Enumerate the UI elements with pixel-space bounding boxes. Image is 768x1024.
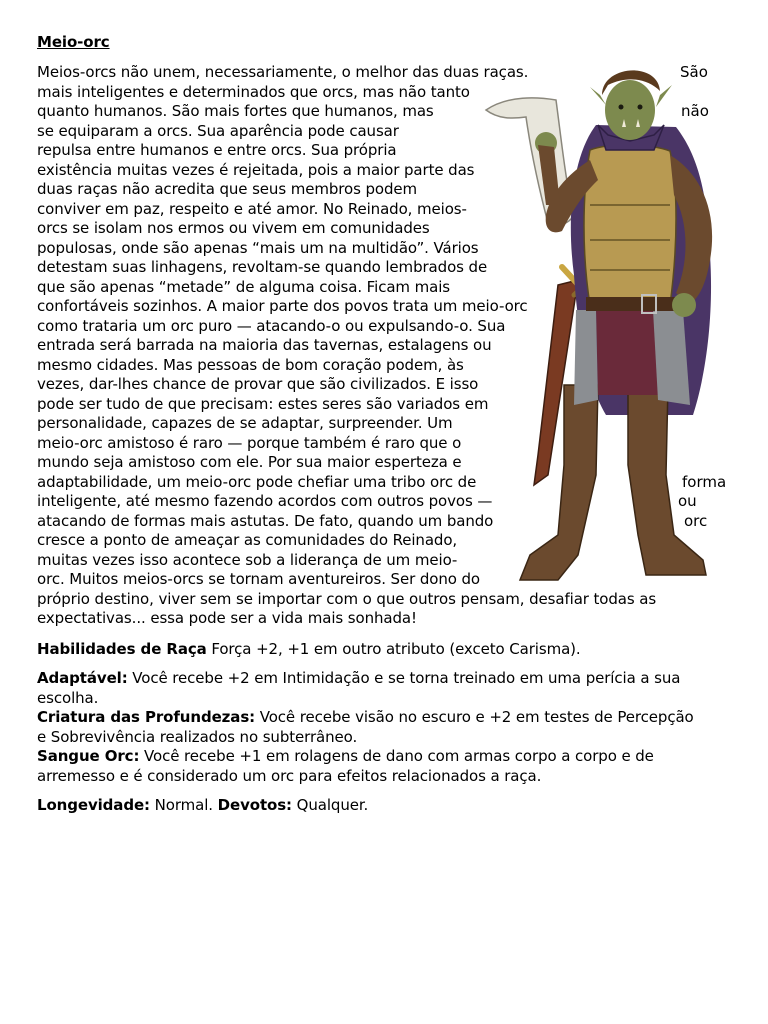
intro-line: repulsa entre humanos e entre orcs. Sua própria bbox=[37, 141, 397, 159]
longevidade-line bbox=[37, 796, 368, 816]
wrap-word: orc bbox=[684, 511, 708, 530]
longevidade-label: Longevidade: bbox=[37, 796, 150, 814]
wrap-word: São bbox=[680, 63, 708, 81]
longevidade-value: Normal. bbox=[149, 796, 218, 814]
intro-line: duas raças não acredita que seus membros podem bbox=[37, 180, 418, 198]
intro-line: muitas vezes isso acontece sob a liderança de um meio- bbox=[37, 550, 458, 569]
intro-line: como trataria um orc puro — atacando-o ou expulsando-o. Sua bbox=[37, 316, 506, 335]
sangue-orc-line bbox=[37, 747, 654, 767]
intro-line: próprio destino, viver sem se importar com o que outros pensam, desafiar todas as bbox=[37, 589, 657, 608]
intro-line: cresce a ponto de ameaçar as comunidades do Reinado, bbox=[37, 531, 458, 549]
intro-line: inteligente, até mesmo fazendo acordos com outros povos — bbox=[37, 492, 493, 510]
intro-line: pode ser tudo de que precisam: estes seres são variados em bbox=[37, 394, 489, 413]
intro-line: orc. Muitos meios-orcs se tornam aventureiros. Ser dono do bbox=[37, 570, 480, 588]
wrap-word: forma bbox=[682, 472, 727, 491]
intro-line: populosas, onde são apenas “mais um na multidão”. Vários bbox=[37, 238, 479, 257]
intro-line: conviver em paz, respeito e até amor. No Reinado, meios- bbox=[37, 199, 467, 218]
section-heading: Meio-orc bbox=[37, 33, 110, 51]
intro-line: confortáveis sozinhos. A maior parte dos povos trata um meio-orc bbox=[37, 297, 528, 315]
intro-line: mundo seja amistoso com ele. Por sua maior esperteza e bbox=[37, 453, 462, 471]
wrap-word: não bbox=[681, 102, 709, 120]
sangue-orc-label: Sangue Orc: bbox=[37, 747, 140, 765]
intro-line: Meios-orcs não unem, necessariamente, o melhor das duas raças. bbox=[37, 63, 529, 81]
intro-line: vezes, dar-lhes chance de provar que são civilizados. E isso bbox=[37, 375, 479, 393]
intro-line: entrada será barrada na maioria das tavernas, estalagens ou bbox=[37, 336, 492, 354]
wrap-word: ou bbox=[678, 492, 697, 510]
intro-line: quanto humanos. São mais fortes que humanos, mas bbox=[37, 102, 434, 120]
intro-line: mais inteligentes e determinados que orcs, mas não tanto bbox=[37, 82, 470, 101]
devotos-value: Qualquer. bbox=[291, 796, 369, 814]
race-abilities-label: Habilidades de Raça bbox=[37, 640, 207, 658]
sangue-orc-line-2: arremesso e é considerado um orc para efeitos relacionados a raça. bbox=[37, 766, 542, 785]
intro-line: adaptabilidade, um meio-orc pode chefiar uma tribo orc de bbox=[37, 472, 477, 491]
intro-line: orcs se isolam nos ermos ou vivem em comunidades bbox=[37, 219, 430, 237]
half-orc-illustration bbox=[478, 55, 748, 595]
adaptavel-line-2: escolha. bbox=[37, 688, 99, 707]
intro-line: detestam suas linhagens, revoltam-se quando lembrados de bbox=[37, 258, 488, 276]
devotos-label: Devotos: bbox=[217, 796, 292, 814]
intro-line: que são apenas “metade” de alguma coisa. Ficam mais bbox=[37, 277, 450, 296]
profundezas-text: Você recebe visão no escuro e +2 em testes de Percepção bbox=[255, 708, 694, 726]
adaptavel-text: Você recebe +2 em Intimidação e se torna treinado em uma perícia a sua bbox=[127, 669, 681, 687]
intro-line: atacando de formas mais astutas. De fato, quando um bando bbox=[37, 511, 494, 530]
adaptavel-line bbox=[37, 669, 680, 689]
intro-line: meio-orc amistoso é raro — porque também é raro que o bbox=[37, 433, 462, 452]
intro-line: personalidade, capazes de se adaptar, surpreender. Um bbox=[37, 414, 453, 432]
profundezas-line bbox=[37, 708, 694, 728]
intro-line: mesmo cidades. Mas pessoas de bom coração podem, às bbox=[37, 355, 464, 374]
profundezas-label: Criatura das Profundezas: bbox=[37, 708, 256, 726]
intro-line: existência muitas vezes é rejeitada, pois a maior parte das bbox=[37, 160, 475, 179]
profundezas-line-2: e Sobrevivência realizados no subterrâneo. bbox=[37, 727, 358, 746]
intro-line: expectativas... essa pode ser a vida mais sonhada! bbox=[37, 609, 417, 627]
sangue-orc-text: Você recebe +1 em rolagens de dano com armas corpo a corpo e de bbox=[139, 747, 654, 765]
intro-line: se equiparam a orcs. Sua aparência pode causar bbox=[37, 121, 399, 140]
race-abilities-text: Força +2, +1 em outro atributo (exceto Carisma). bbox=[206, 640, 581, 658]
race-abilities-line bbox=[37, 640, 581, 660]
adaptavel-label: Adaptável: bbox=[37, 669, 128, 687]
